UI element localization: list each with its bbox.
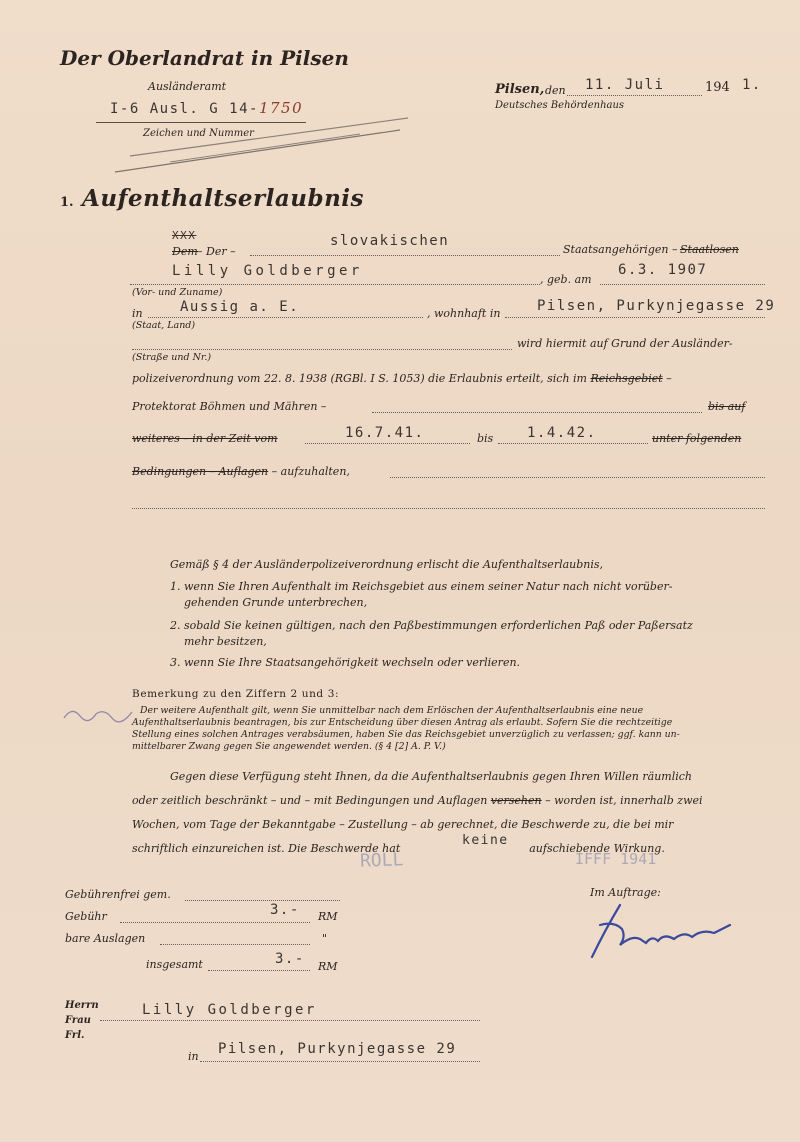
protektorat-line: Protektorat Böhmen und Mähren – xyxy=(132,400,327,413)
clause-2b: mehr besitzen, xyxy=(184,635,267,648)
building-label: Deutsches Behördenhaus xyxy=(495,100,625,111)
wird-text: wird hiermit auf Grund der Ausländer- xyxy=(517,337,733,350)
dotline-3 xyxy=(148,317,423,318)
dotline-2b xyxy=(600,284,765,285)
nationality-value: slovakischen xyxy=(330,233,450,249)
reference-number: I-6 Ausl. G 14-1750 xyxy=(110,99,304,117)
den-label: den xyxy=(545,84,566,97)
bis-auf: bis auf xyxy=(708,400,746,413)
unter-folgenden: unter folgenden xyxy=(652,432,742,445)
auslagen-label: bare Auslagen xyxy=(65,932,146,945)
gebuehr-value: 3.- xyxy=(270,902,300,918)
reference-caption: Zeichen und Nummer xyxy=(143,128,254,139)
clause-1b: gehenden Grunde unterbrechen, xyxy=(184,596,368,609)
remark-line-2: Aufenthaltserlaubnis beantragen, bis zur Entscheidung über diesen Antrag als erlaubt. Sofern Sie die rechtzeitige xyxy=(132,717,673,728)
dotline-fee-3 xyxy=(160,944,310,945)
dotline-1 xyxy=(250,255,560,256)
insgesamt-value: 3.- xyxy=(275,951,305,967)
bis-label: bis xyxy=(477,432,494,445)
dotline-3b xyxy=(505,317,765,318)
keine-value: keine xyxy=(462,833,509,848)
residence-value: Pilsen, Purkynjegasse 29 xyxy=(537,298,776,314)
rm-label-1: RM xyxy=(318,910,338,923)
strasse-caption: (Straße und Nr.) xyxy=(132,352,212,363)
remark-line-3: Stellung eines solchen Antrages verabsäumen, haben Sie das Reichsgebiet unverzüglich zu verlassen; ggf. kann un- xyxy=(132,729,680,740)
staatlosen-label: Staatlosen xyxy=(680,243,739,256)
dotline-addr-1 xyxy=(100,1020,480,1021)
polizei-line: polizeiverordnung vom 22. 8. 1938 (RGBl. I S. 1053) die Erlaubnis erteilt, sich im Reichsgebiet – xyxy=(132,372,672,385)
pencil-scribble xyxy=(62,700,152,730)
clause-intro: Gemäß § 4 der Ausländerpolizeiverordnung erlischt die Aufenthaltserlaubnis, xyxy=(170,558,604,571)
dotline-6 xyxy=(372,412,702,413)
from-date: 16.7.41. xyxy=(345,425,425,441)
der-label: – Der – xyxy=(197,245,236,258)
dotline-2 xyxy=(130,284,540,285)
dotline-8 xyxy=(390,477,765,478)
date-dotline xyxy=(567,95,702,96)
gebuehrenfrei-label: Gebührenfrei gem. xyxy=(65,888,171,901)
frl-label: Frl. xyxy=(65,1030,85,1041)
dotline-fee-4 xyxy=(208,970,310,971)
weiteres-line: weiteres – in der Zeit vom xyxy=(132,432,278,445)
appeal-line-3: Wochen, vom Tage der Bekanntgabe – Zustellung – ab gerechnet, die Beschwerde zu, die bei mir xyxy=(132,818,674,831)
addressee-address: Pilsen, Purkynjegasse 29 xyxy=(218,1041,457,1057)
herrn-label: Herrn xyxy=(65,1000,99,1011)
document-title: Aufenthaltserlaubnis xyxy=(82,185,364,212)
bedingungen-line: Bedingungen – Auflagen – aufzuhalten, xyxy=(132,465,350,478)
gebuehr-label: Gebühr xyxy=(65,910,107,923)
dotline-fee-1 xyxy=(185,900,340,901)
signature-label: Im Auftrage: xyxy=(590,886,661,899)
clause-2a: 2. sobald Sie keinen gültigen, nach den Paßbestimmungen erforderlichen Paß oder Paßersatz xyxy=(170,619,693,632)
dotline-addr-2 xyxy=(200,1061,480,1062)
frau-label: Frau xyxy=(65,1015,91,1026)
signature-text xyxy=(600,930,603,931)
remark-heading: Bemerkung zu den Ziffern 2 und 3: xyxy=(132,688,340,700)
appeal-line-2: oder zeitlich beschränkt – und – mit Bedingungen und Auflagen versehen – worden ist, innerhalb zwei xyxy=(132,794,703,807)
dotline-4 xyxy=(132,349,512,350)
dotline-7a xyxy=(305,443,470,444)
appeal-line-4: schriftlich einzureichen ist. Die Beschwerde hat aufschiebende Wirkung. xyxy=(132,842,665,855)
in-label: in xyxy=(132,307,143,320)
ditto-mark: " xyxy=(322,932,328,945)
faded-stamp-1: ROLL xyxy=(359,849,404,872)
year-prefix: 194 xyxy=(705,80,730,95)
clause-3: 3. wenn Sie Ihre Staatsangehörigkeit wechseln oder verlieren. xyxy=(170,656,521,669)
office-label: Ausländeramt xyxy=(148,80,227,93)
rm-label-2: RM xyxy=(318,960,338,973)
clause-1a: 1. wenn Sie Ihren Aufenthalt im Reichsgebiet aus einem seiner Natur nach nicht vorüber- xyxy=(170,580,673,593)
staats-label: Staatsangehörigen – xyxy=(563,243,678,256)
issue-date: 11. Juli xyxy=(585,77,665,93)
geb-label: , geb. am xyxy=(540,273,592,286)
birthdate-value: 6.3. 1907 xyxy=(618,262,708,278)
xxx-mark: XXX xyxy=(172,229,197,242)
year-suffix: 1. xyxy=(742,77,762,93)
dem-label: Dem xyxy=(172,245,198,258)
signature-scrawl xyxy=(580,885,750,965)
dotline-fee-2 xyxy=(120,922,310,923)
wohnhaft-label: , wohnhaft in xyxy=(427,307,501,320)
remark-line-4: mittelbarer Zwang gegen Sie angewendet werden. (§ 4 [2] A. P. V.) xyxy=(132,741,446,752)
name-value: Lilly Goldberger xyxy=(172,263,363,279)
pencil-strokes xyxy=(110,112,410,177)
dotline-7b xyxy=(498,443,648,444)
form-number: 1. xyxy=(60,195,74,210)
staat-caption: (Staat, Land) xyxy=(132,320,196,331)
appeal-line-1: Gegen diese Verfügung steht Ihnen, da die Aufenthaltserlaubnis gegen Ihren Willen räumlich xyxy=(170,770,692,783)
place-label: Pilsen, xyxy=(495,82,545,97)
insgesamt-label: insgesamt xyxy=(146,958,203,971)
dotline-9 xyxy=(132,508,765,509)
faded-stamp-2: IFFF 1941 xyxy=(575,850,657,868)
addressee-in: in xyxy=(188,1050,199,1063)
authority-title: Der Oberlandrat in Pilsen xyxy=(60,46,349,70)
to-date: 1.4.42. xyxy=(527,425,597,441)
addressee-name: Lilly Goldberger xyxy=(142,1002,317,1018)
remark-line-1: Der weitere Aufenthalt gilt, wenn Sie unmittelbar nach dem Erlöschen der Aufenthaltserlaubnis eine neue xyxy=(140,705,644,716)
name-caption: (Vor- und Zuname) xyxy=(132,287,223,298)
birthplace-value: Aussig a. E. xyxy=(180,299,300,315)
